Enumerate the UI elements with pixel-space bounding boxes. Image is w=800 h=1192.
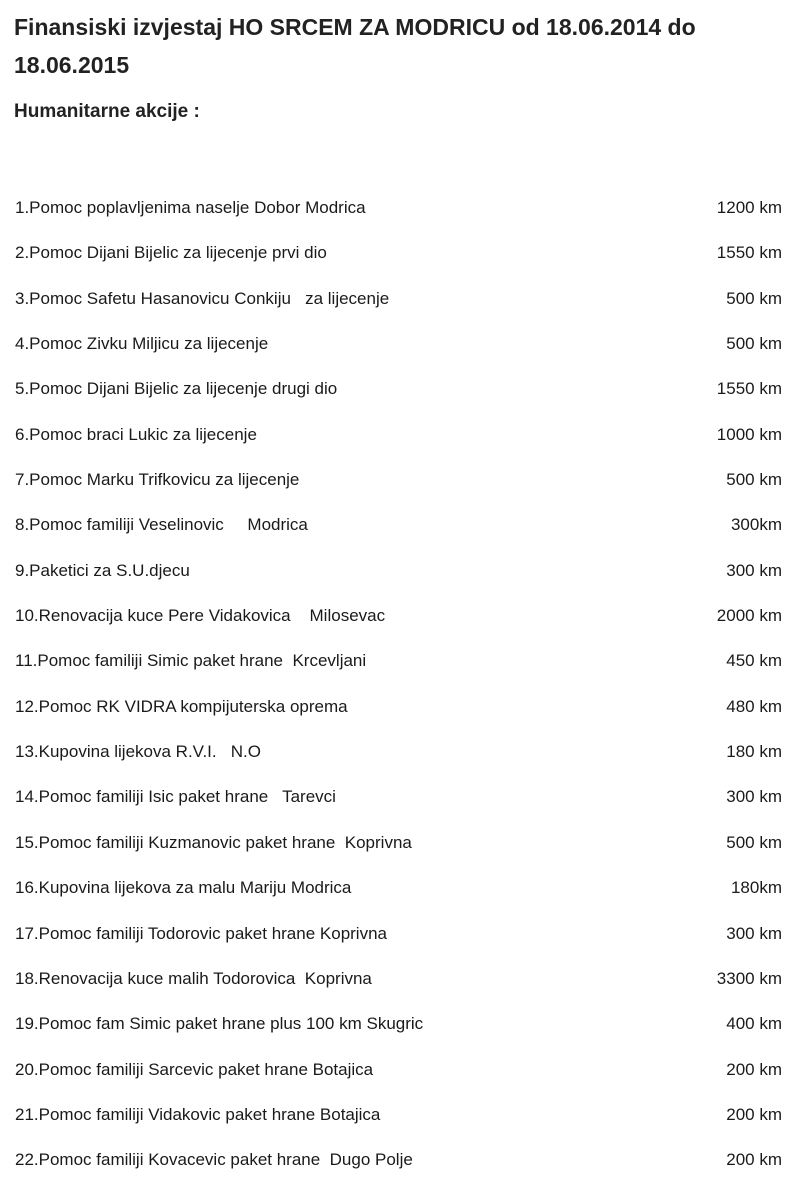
item-label: 20.Pomoc familiji Sarcevic paket hrane Botajica [15, 1059, 374, 1079]
list-item [0, 466, 800, 511]
list-item [0, 330, 800, 375]
item-amount: 500 km [726, 334, 782, 354]
list-item [0, 920, 800, 965]
item-amount: 2000 km [716, 606, 782, 626]
item-amount: 1550 km [716, 379, 782, 399]
item-amount: 300 km [726, 560, 782, 580]
item-label: 22.Pomoc familiji Kovacevic paket hrane Dugo Polje [15, 1150, 413, 1170]
item-amount: 1000 km [716, 424, 782, 444]
list-item [0, 239, 800, 284]
list-item [0, 375, 800, 420]
list-item [0, 693, 800, 738]
item-label: 7.Pomoc Marku Trifkovicu za lijecenje [15, 470, 300, 490]
item-label: 16.Kupovina lijekova za malu Mariju Modrica [15, 878, 352, 898]
item-amount: 500 km [726, 832, 782, 852]
item-amount: 500 km [726, 470, 782, 490]
item-label: 11.Pomoc familiji Simic paket hrane Krcevljani [15, 651, 367, 671]
item-label: 4.Pomoc Zivku Miljicu za lijecenje [15, 334, 269, 354]
list-item [0, 285, 800, 330]
item-label: 21.Pomoc familiji Vidakovic paket hrane Botajica [15, 1104, 381, 1124]
item-amount: 1200 km [716, 198, 782, 217]
list-item [0, 965, 800, 1010]
item-amount: 200 km [726, 1104, 782, 1124]
item-amount: 3300 km [716, 968, 782, 988]
list-item [0, 421, 800, 466]
list-item [0, 1146, 800, 1191]
item-amount: 1550 km [716, 243, 782, 263]
document-title: Finansiski izvjestaj HO SRCEM ZA MODRICU od 18.06.2014 do 18.06.2015 [14, 14, 696, 78]
item-amount: 300 km [726, 923, 782, 943]
item-amount: 400 km [726, 1014, 782, 1034]
item-label: 8.Pomoc familiji Veselinovic Modrica [15, 515, 308, 535]
item-label: 12.Pomoc RK VIDRA kompijuterska oprema [15, 696, 348, 716]
list-item [0, 874, 800, 919]
list-item [0, 602, 800, 647]
list-item [0, 194, 800, 239]
list-item [0, 783, 800, 828]
donation-list [0, 194, 800, 1192]
list-item [0, 1056, 800, 1101]
item-label: 18.Renovacija kuce malih Todorovica Koprivna [15, 968, 372, 988]
item-amount: 300km [730, 515, 782, 535]
item-amount: 480 km [726, 696, 782, 716]
item-amount: 500 km [726, 288, 782, 308]
item-label: 14.Pomoc familiji Isic paket hrane Tarevci [15, 787, 336, 807]
item-label: 1.Pomoc poplavljenima naselje Dobor Modrica [15, 198, 366, 217]
item-amount: 450 km [726, 651, 782, 671]
item-label: 9.Paketici za S.U.djecu [15, 560, 190, 580]
item-label: 15.Pomoc familiji Kuzmanovic paket hrane Koprivna [15, 832, 412, 852]
item-amount: 300 km [726, 787, 782, 807]
list-item [0, 738, 800, 783]
list-item [0, 829, 800, 874]
list-item [0, 647, 800, 692]
list-item [0, 557, 800, 602]
list-item [0, 511, 800, 556]
item-label: 5.Pomoc Dijani Bijelic za lijecenje drugi dio [15, 379, 338, 399]
item-label: 17.Pomoc familiji Todorovic paket hrane Koprivna [15, 923, 387, 943]
item-amount: 200 km [726, 1059, 782, 1079]
list-item [0, 1101, 800, 1146]
item-label: 10.Renovacija kuce Pere Vidakovica Milosevac [15, 606, 386, 626]
item-label: 2.Pomoc Dijani Bijelic za lijecenje prvi dio [15, 243, 327, 263]
section-heading: Humanitarne akcije : [14, 101, 200, 122]
item-label: 3.Pomoc Safetu Hasanovicu Conkiju za lijecenje [15, 288, 390, 308]
item-amount: 180km [730, 878, 782, 898]
item-amount: 180 km [726, 742, 782, 762]
item-amount: 200 km [726, 1150, 782, 1170]
item-label: 19.Pomoc fam Simic paket hrane plus 100 km Skugric [15, 1014, 424, 1034]
item-label: 13.Kupovina lijekova R.V.I. N.O [15, 742, 262, 762]
item-label: 6.Pomoc braci Lukic za lijecenje [15, 424, 257, 444]
list-item [0, 1010, 800, 1055]
